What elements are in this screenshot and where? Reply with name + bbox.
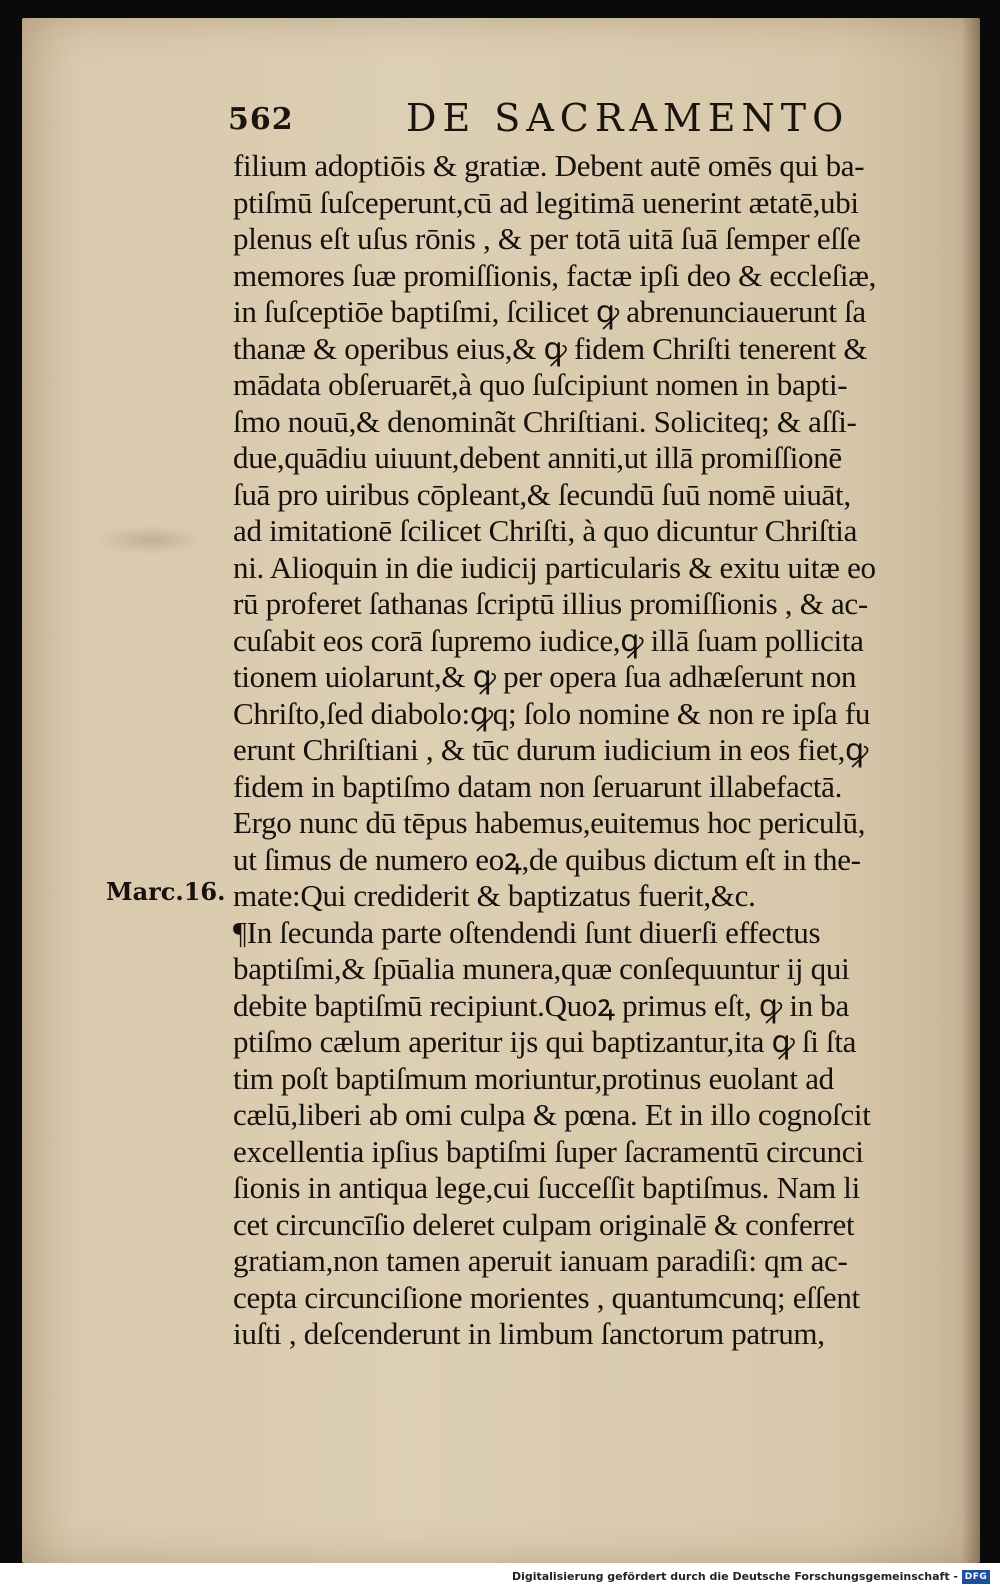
text-line: thanæ & operibus eius,& ꝙ fidem Chriſti tenerent & (233, 330, 868, 366)
text-line: cuſabit eos corā ſupremo iudice,ꝙ illā ſuam pollicita (233, 622, 864, 658)
text-line: erunt Chriſtiani , & tūc durum iudicium in eos fiet,ꝙ (233, 732, 869, 767)
text-line: ni. Alioquin in die iudicij particularis & exitu uitæ eo (233, 549, 876, 585)
text-line: mādata obſeruarēt,à quo ſuſcipiunt nomen in bapti- (233, 367, 848, 402)
text-line: ptiſmū ſuſceperunt,cū ad legitimā uenerint ætatē,ubi (233, 184, 859, 220)
text-line: tionem uiolarunt,& ꝙ per opera ſua adhæſerunt non (233, 659, 857, 694)
page-edge-shadow (962, 18, 980, 1563)
page-header (228, 96, 850, 144)
body-text (233, 148, 953, 1353)
text-line: plenus eſt uſus rōnis , & per totā uitā ſuā ſemper eſſe (233, 221, 861, 256)
running-head: DE SACRAMENTO (406, 96, 850, 140)
text-line: ad imitationē ſcilicet Chriſti, à quo dicuntur Chriſtia (233, 513, 858, 548)
text-line: ut ſimus de numero eoꝝ,de quibus dictum eſt in the- (233, 841, 861, 877)
text-line: ſmo nouū,& denominãt Chriſtiani. Soliciteq; & aſſi- (233, 403, 857, 439)
text-line: cet circuncīſio deleret culpam originalē & conferret (233, 1206, 855, 1242)
text-line: cepta circunciſione morientes , quantumcunq; eſſent (233, 1279, 860, 1315)
text-line: ſionis in antiqua lege,cui ſucceſſit baptiſmus. Nam li (233, 1170, 860, 1205)
funding-credit: Digitalisierung gefördert durch die Deutsche Forschungsgemeinschaft - (511, 1570, 958, 1583)
text-line: baptiſmi,& ſpūalia munera,quæ conſequuntur ij qui (233, 951, 850, 986)
text-line: in ſuſceptiōe baptiſmi, ſcilicet ꝙ abrenunciauerunt ſa (233, 294, 866, 329)
text-line: rū proferet ſathanas ſcriptū illius promiſſionis , & ac- (233, 586, 868, 621)
dfg-logo: DFG (962, 1570, 990, 1584)
page-number: 562 (228, 102, 294, 137)
text-line: excellentia ipſius baptiſmi ſuper ſacramentū circunci (233, 1133, 864, 1169)
digitization-footer (0, 1563, 1000, 1593)
marginal-note: Marc.16. (106, 877, 226, 906)
text-line: iuſti , deſcenderunt in limbum ſanctorum patrum, (233, 1316, 825, 1351)
text-line: ſuā pro uiribus cōpleant,& ſecundū ſuū nomē uiuāt, (233, 476, 851, 512)
text-line: tim poſt baptiſmum moriuntur,protinus euolant ad (233, 1060, 834, 1096)
text-line: ptiſmo cælum aperitur ijs qui baptizantur,ita ꝙ ſi ſta (233, 1024, 857, 1059)
text-line: debite baptiſmū recipiunt.Quoꝝ primus eſt, ꝙ in ba (233, 987, 849, 1023)
text-line: filium adoptiōis & gratiæ. Debent autē omēs qui ba- (233, 148, 865, 183)
text-line: memores ſuæ promiſſionis, factæ ipſi deo & eccleſiæ, (233, 257, 877, 293)
text-line: mate:Qui crediderit & baptizatus fuerit,&c. (233, 878, 756, 913)
text-line: Ergo nunc dū tēpus habemus,euitemus hoc periculū, (233, 805, 866, 840)
text-line: due,quādiu uiuunt,debent anniti,ut illā promiſſionē (233, 440, 842, 475)
ink-bleed-through (96, 525, 206, 555)
text-line: Chriſto,ſed diabolo:ꝙq; ſolo nomine & non re ipſa fu (233, 695, 871, 731)
text-line: cælū,liberi ab omi culpa & pœna. Et in illo cognoſcit (233, 1097, 871, 1132)
text-line: fidem in baptiſmo datam non ſeruarunt illabefactā. (233, 768, 843, 804)
text-line: ¶In ſecunda parte oſtendendi ſunt diuerſi effectus (233, 914, 821, 950)
text-line: gratiam,non tamen aperuit ianuam paradiſi: qm ac- (233, 1243, 848, 1278)
